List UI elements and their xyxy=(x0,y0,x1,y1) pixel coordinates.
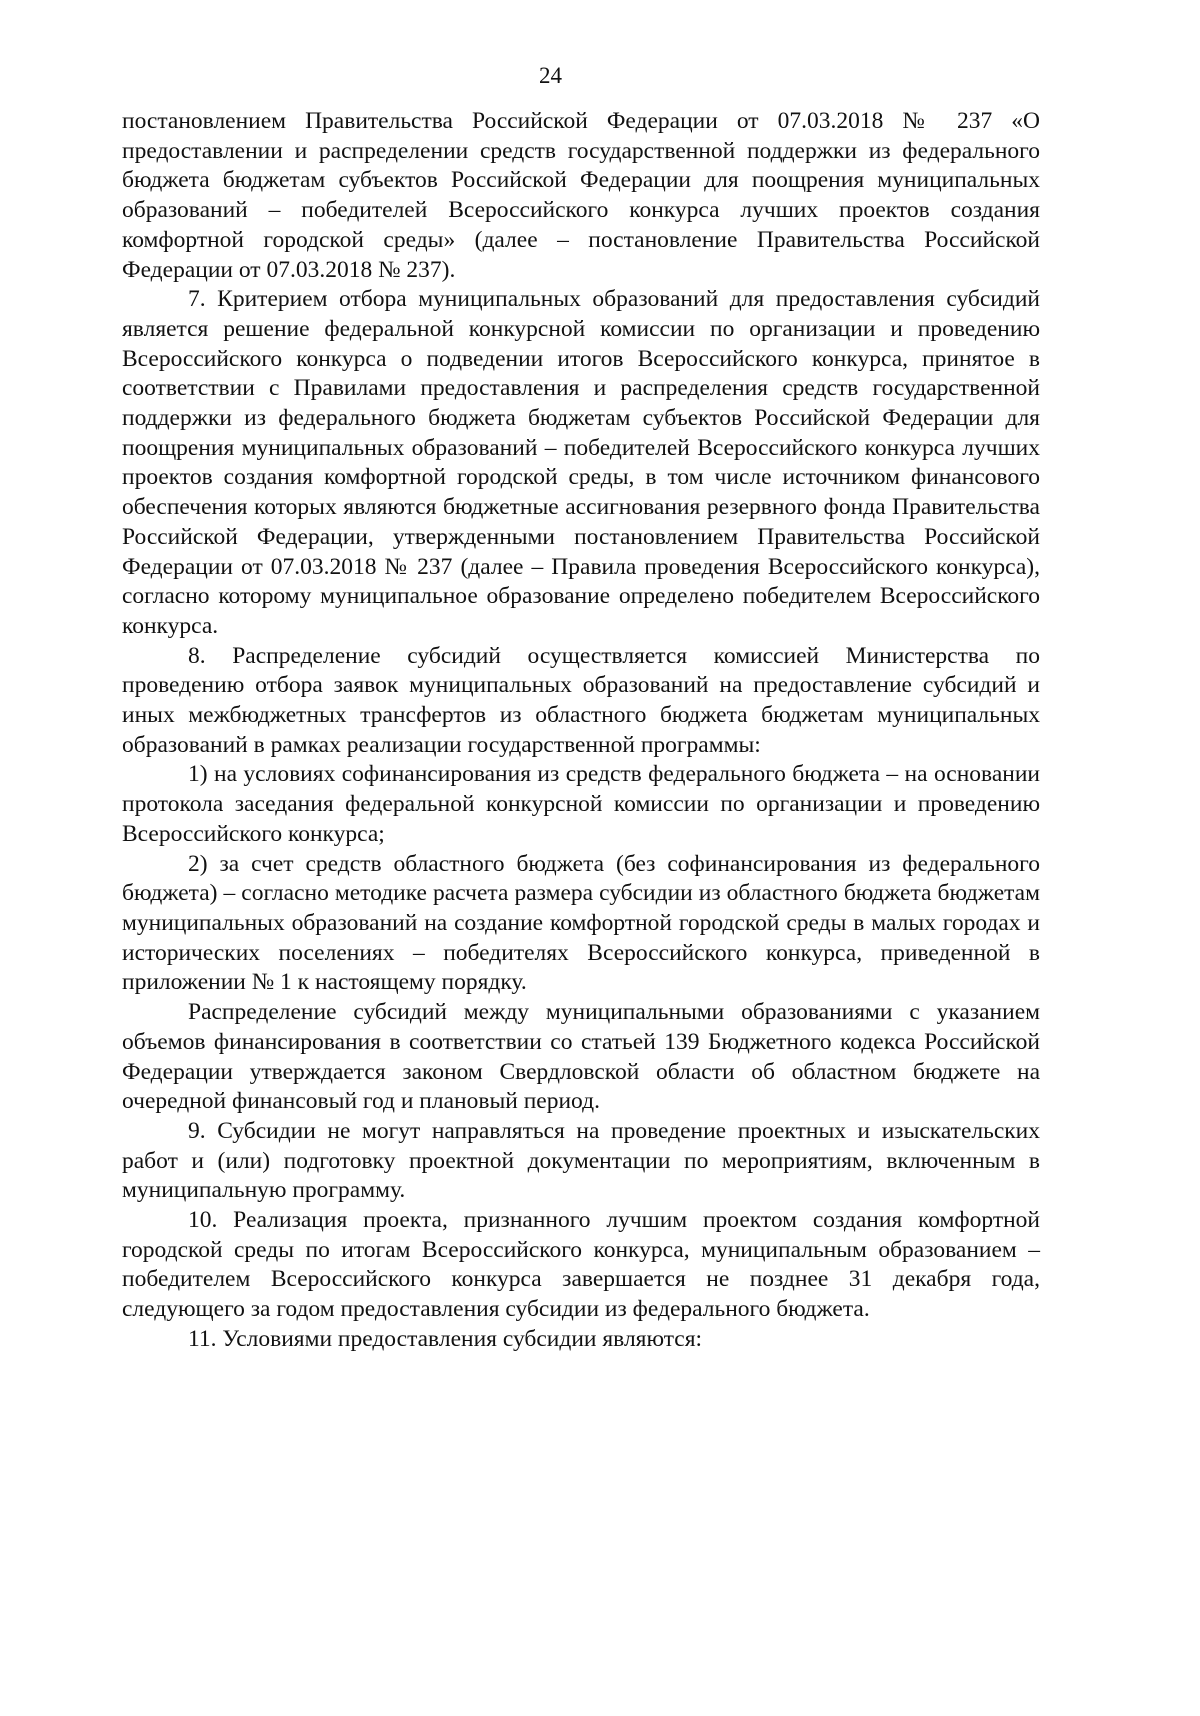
paragraph-item-8: 8. Распределение субсидий осуществляется комиссией Министерства по проведению отбора заявок муниципальных образований на предоставление субсидий и иных межбюджетных трансфертов из областного бюджета бюджетам муниципальных образований в рамках реализации государственной программы: xyxy=(122,642,1040,758)
paragraph-continuation: постановлением Правительства Российской Федерации от 07.03.2018 № 237 «О предоставлении и распределении средств государственной поддержки из федерального бюджета бюджетам субъектов Российской Федерации для поощрения муниципальных образований – победителей Всероссийского конкурса лучших проектов создания комфортной городской среды» (далее – постановление Правительства Российской Федерации от 07.03.2018 № 237). xyxy=(122,108,1040,283)
paragraph-subitem-2: 2) за счет средств областного бюджета (без софинансирования из федерального бюджета) – согласно методике расчета размера субсидии из областного бюджета бюджетам муниципальных образований на создание комфортной городской среды в малых городах и исторических поселениях – победителях Всероссийского конкурса, приведенной в приложении № 1 к настоящему порядку. xyxy=(122,850,1040,996)
paragraph-item-7: 7. Критерием отбора муниципальных образований для предоставления субсидий является решение федеральной конкурсной комиссии по организации и проведению Всероссийского конкурса о подведении итогов Всероссийского конкурса, принятое в соответствии с Правилами предоставления и распределения средств государственной поддержки из федерального бюджета бюджетам субъектов Российской Федерации для поощрения муниципальных образований – победителей Всероссийского конкурса лучших проектов создания комфортной городской среды, в том числе источником финансового обеспечения которых являются бюджетные ассигнования резервного фонда Правительства Российской Федерации, утвержденными постановлением Правительства Российской Федерации от 07.03.2018 № 237 (далее – Правила проведения Всероссийского конкурса), согласно которому муниципальное образование определено победителем Всероссийского конкурса. xyxy=(122,286,1040,639)
paragraph-item-10: 10. Реализация проекта, признанного лучшим проектом создания комфортной городской среды по итогам Всероссийского конкурса, муниципальным образованием – победителем Всероссийского конкурса завершается не позднее 31 декабря года, следующего за годом предоставления субсидии из федерального бюджета. xyxy=(122,1207,1040,1323)
document-body xyxy=(122,107,1040,1355)
paragraph-distribution: Распределение субсидий между муниципальными образованиями с указанием объемов финансирования в соответствии со статьей 139 Бюджетного кодекса Российской Федерации утверждается законом Свердловской области об областном бюджете на очередной финансовый год и плановый период. xyxy=(122,999,1040,1115)
paragraph-subitem-1: 1) на условиях софинансирования из средств федерального бюджета – на основании протокола заседания федеральной конкурсной комиссии по организации и проведению Всероссийского конкурса; xyxy=(122,761,1040,847)
paragraph-item-9: 9. Субсидии не могут направляться на проведение проектных и изыскательских работ и (или) подготовку проектной документации по мероприятиям, включенным в муниципальную программу. xyxy=(122,1117,1040,1204)
page-number: 24 xyxy=(539,63,562,88)
paragraph-item-11: 11. Условиями предоставления субсидии являются: xyxy=(188,1325,703,1352)
